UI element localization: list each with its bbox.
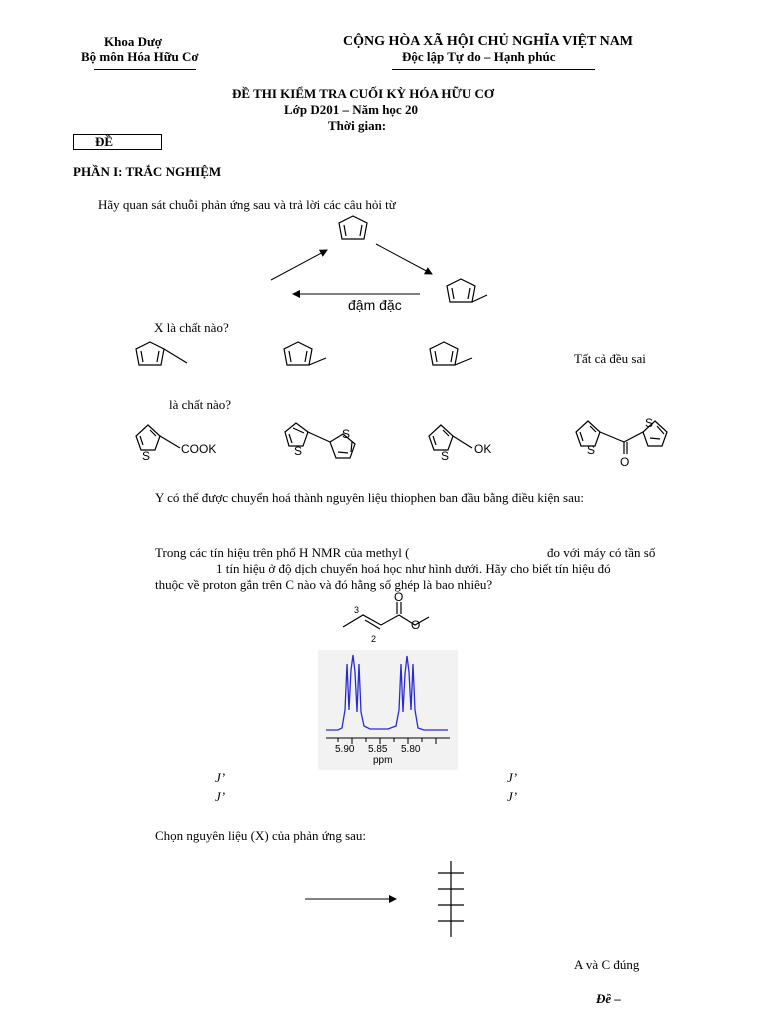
s-atom-a: S [142, 449, 151, 463]
question-choose-x: Chọn nguyên liệu (X) của phản ứng sau: [155, 828, 367, 843]
option-a-and-c: A và C đúng [574, 957, 640, 972]
exam-code-box [73, 134, 162, 150]
exam-code-label: ĐỀ [95, 134, 114, 149]
fischer-projection-icon [438, 861, 464, 937]
exam-title: ĐỀ THI KIỂM TRA CUỐI KỲ HÓA HỮU CƠ [232, 86, 494, 101]
s-atom-b1: S [294, 444, 303, 458]
arrow-left-up [271, 250, 327, 280]
answer-a-j: J’ [215, 770, 226, 785]
faculty-name: Khoa Dượ [104, 34, 162, 49]
cook-label: COOK [181, 442, 217, 456]
country-motto: Độc lập Tự do – Hạnh phúc [402, 49, 556, 64]
department-underline [94, 69, 196, 70]
answer-b-j: J’ [507, 770, 518, 785]
s-atom-d1: S [587, 443, 596, 457]
option-a-structure-icon [136, 342, 187, 365]
motto-underline [392, 69, 595, 70]
tick-label-3: 5.80 [401, 744, 421, 755]
exam-class-line: Lớp D201 – Năm học 20 [284, 102, 418, 117]
answer-d-j: J’ [507, 789, 518, 804]
tick-label-2: 5.85 [368, 744, 388, 755]
reaction-condition-label: đậm đặc [348, 297, 402, 313]
question-y: là chất nào? [169, 397, 232, 412]
question-x-options [0, 336, 768, 376]
fischer-reaction [0, 855, 768, 945]
part1-intro: Hãy quan sát chuỗi phản ứng sau và trả lời các câu hỏi từ [98, 197, 396, 212]
question-y-options [0, 412, 768, 472]
department-name: Bộ môn Hóa Hữu Cơ [81, 49, 199, 64]
nmr-question-line2: 1 tín hiệu ở độ dịch chuyển hoá học như hình dưới. Hãy cho biết tín hiệu đó [216, 561, 611, 576]
country-title: CỘNG HÒA XÃ HỘI CHỦ NGHĨA VIỆT NAM [343, 34, 634, 49]
thiophene-carboxylate-icon [136, 425, 180, 450]
carbon-3-label: 3 [354, 605, 360, 615]
ok-label: OK [474, 442, 492, 456]
nmr-question-line3: thuộc về proton gắn trên C nào và đó hằng số ghép là bao nhiêu? [155, 577, 493, 592]
thiophene-top-icon [339, 216, 367, 239]
nmr-spectrum [318, 650, 458, 770]
option-b-structure-icon [284, 342, 326, 365]
part1-heading: PHẦN I: TRẮC NGHIỆM [73, 164, 222, 179]
s-atom-b2: S [342, 427, 351, 441]
methylthiophene-right-icon [447, 279, 487, 302]
answer-c-j: J’ [215, 789, 226, 804]
spectrum-unit-label: ppm [373, 755, 393, 766]
nmr-question-line1a: Trong các tín hiệu trên phổ H NMR của methyl ( [155, 545, 410, 560]
thiophene-olate-icon [429, 425, 472, 450]
option-c-structure-icon [430, 342, 472, 365]
page-footer: Đề – [596, 991, 621, 1006]
ester-ether-o: O [411, 618, 421, 632]
s-atom-c: S [441, 449, 450, 463]
carbon-2-label: 2 [371, 634, 377, 644]
question-x-option-d: Tất cả đều sai [574, 351, 646, 366]
question-x: X là chất nào? [154, 320, 229, 335]
ester-carbonyl-o: O [394, 590, 404, 604]
o-atom-d: O [620, 455, 630, 469]
tick-label-1: 5.90 [335, 744, 355, 755]
question-convert: Y có thể được chuyển hoá thành nguyên liệu thiophen ban đầu bằng điều kiện sau: [155, 490, 584, 505]
nmr-question-line1b: đo với máy có tần số [547, 545, 656, 560]
exam-time-label: Thời gian: [328, 118, 387, 133]
s-atom-d2: S [645, 416, 654, 430]
methyl-crotonate-structure [0, 590, 768, 645]
arrow-right-down [376, 244, 432, 274]
